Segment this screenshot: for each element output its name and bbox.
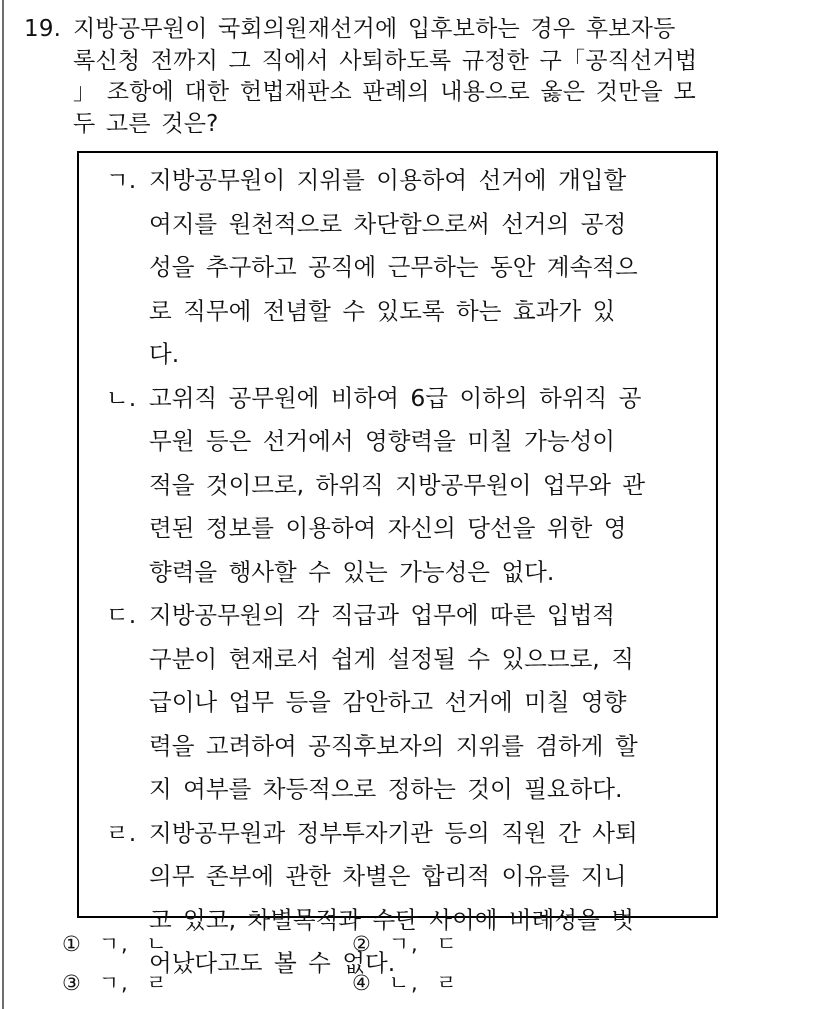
statement-text: 성을 추구하고 공직에 근무하는 동안 계속적으 — [149, 253, 638, 281]
statement-text: 지방공무원의 각 직급과 업무에 따른 입법적 — [149, 601, 615, 629]
statement-line — [79, 681, 716, 725]
choice-number: ③ — [62, 971, 81, 995]
statement-line — [79, 333, 716, 377]
statement-text: 련된 정보를 이용하여 자신의 당선을 위한 영 — [149, 514, 627, 542]
statement-line — [79, 638, 716, 682]
statement-text: 의무 존부에 관한 차별은 합리적 이유를 지니 — [149, 862, 627, 890]
statement-line — [79, 290, 716, 334]
statement-line — [79, 768, 716, 812]
statement-line — [79, 246, 716, 290]
statement-marker-giyeok: ㄱ. — [106, 166, 137, 194]
choice-answer: ㄴ, ㄹ — [388, 971, 459, 995]
choice-answer: ㄱ, ㄹ — [98, 971, 169, 995]
statement-line — [79, 159, 716, 203]
statement-marker-nieun: ㄴ. — [106, 383, 137, 412]
question-text: 지방공무원이 국회의원재선거에 입후보하는 경우 후보자등 — [73, 16, 676, 42]
statement-text: 력을 고려하여 공직후보자의 지위를 겸하게 할 — [149, 731, 638, 760]
statement-line — [79, 377, 716, 421]
question-text: 록신청 전까지 그 직에서 사퇴하도록 규정한 구「공직선거법 — [73, 47, 698, 74]
choice-2[interactable] — [352, 928, 459, 960]
statement-text: 적을 것이므로, 하위직 지방공무원이 업무와 관 — [149, 470, 646, 499]
question-text: 두 고른 것은? — [73, 110, 219, 137]
choice-number: ② — [352, 932, 371, 956]
statement-text: 로 직무에 전념할 수 있도록 하는 효과가 있 — [149, 296, 616, 325]
choice-number: ① — [62, 932, 81, 956]
statement-line — [79, 507, 716, 551]
statement-line — [79, 812, 716, 856]
question-stem — [24, 14, 784, 140]
statement-list — [79, 159, 716, 986]
page-left-border — [2, 0, 4, 1009]
statement-marker-rieul: ㄹ. — [106, 818, 137, 847]
statement-line — [79, 855, 716, 899]
statement-text: 급이나 업무 등을 감안하고 선거에 미칠 영향 — [149, 688, 627, 716]
statement-line — [79, 725, 716, 769]
statement-line — [79, 594, 716, 638]
statement-text: 여지를 원천적으로 차단함으로써 선거의 공정 — [149, 209, 627, 238]
statement-line — [79, 420, 716, 464]
question-line — [24, 77, 784, 109]
statement-text: 어났다고도 볼 수 없다. — [149, 949, 396, 977]
choice-answer: ㄱ, ㄷ — [388, 932, 459, 956]
statement-text: 지 여부를 차등적으로 정하는 것이 필요하다. — [149, 775, 623, 803]
statement-line — [79, 464, 716, 508]
question-line — [24, 109, 784, 141]
question-number: 19. — [24, 16, 62, 42]
statement-text: 다. — [149, 340, 180, 368]
statement-marker-digeut: ㄷ. — [106, 601, 137, 629]
statement-text: 고 있고, 차별목적과 수단 사이에 비례성을 벗 — [149, 905, 634, 934]
statement-line — [79, 551, 716, 595]
statement-text: 무원 등은 선거에서 영향력을 미칠 가능성이 — [149, 427, 615, 455]
statement-text: 구분이 현재로서 쉽게 설정될 수 있으므로, 직 — [149, 644, 634, 673]
statement-text: 지방공무원이 지위를 이용하여 선거에 개입할 — [149, 166, 627, 194]
choice-answer: ㄱ, ㄴ — [98, 932, 169, 956]
question-line — [24, 14, 784, 46]
statement-line — [79, 203, 716, 247]
choice-4[interactable] — [352, 967, 459, 999]
choice-number: ④ — [352, 971, 371, 995]
choice-3[interactable] — [62, 967, 169, 999]
statement-text: 지방공무원과 정부투자기관 등의 직원 간 사퇴 — [149, 818, 638, 847]
question-line — [24, 46, 784, 78]
question-text: 」 조항에 대한 헌법재판소 판례의 내용으로 옳은 것만을 모 — [73, 79, 696, 105]
choice-1[interactable] — [62, 928, 169, 960]
statement-text: 고위직 공무원에 비하여 6급 이하의 하위직 공 — [149, 383, 642, 412]
statement-text: 향력을 행사할 수 있는 가능성은 없다. — [149, 557, 555, 586]
